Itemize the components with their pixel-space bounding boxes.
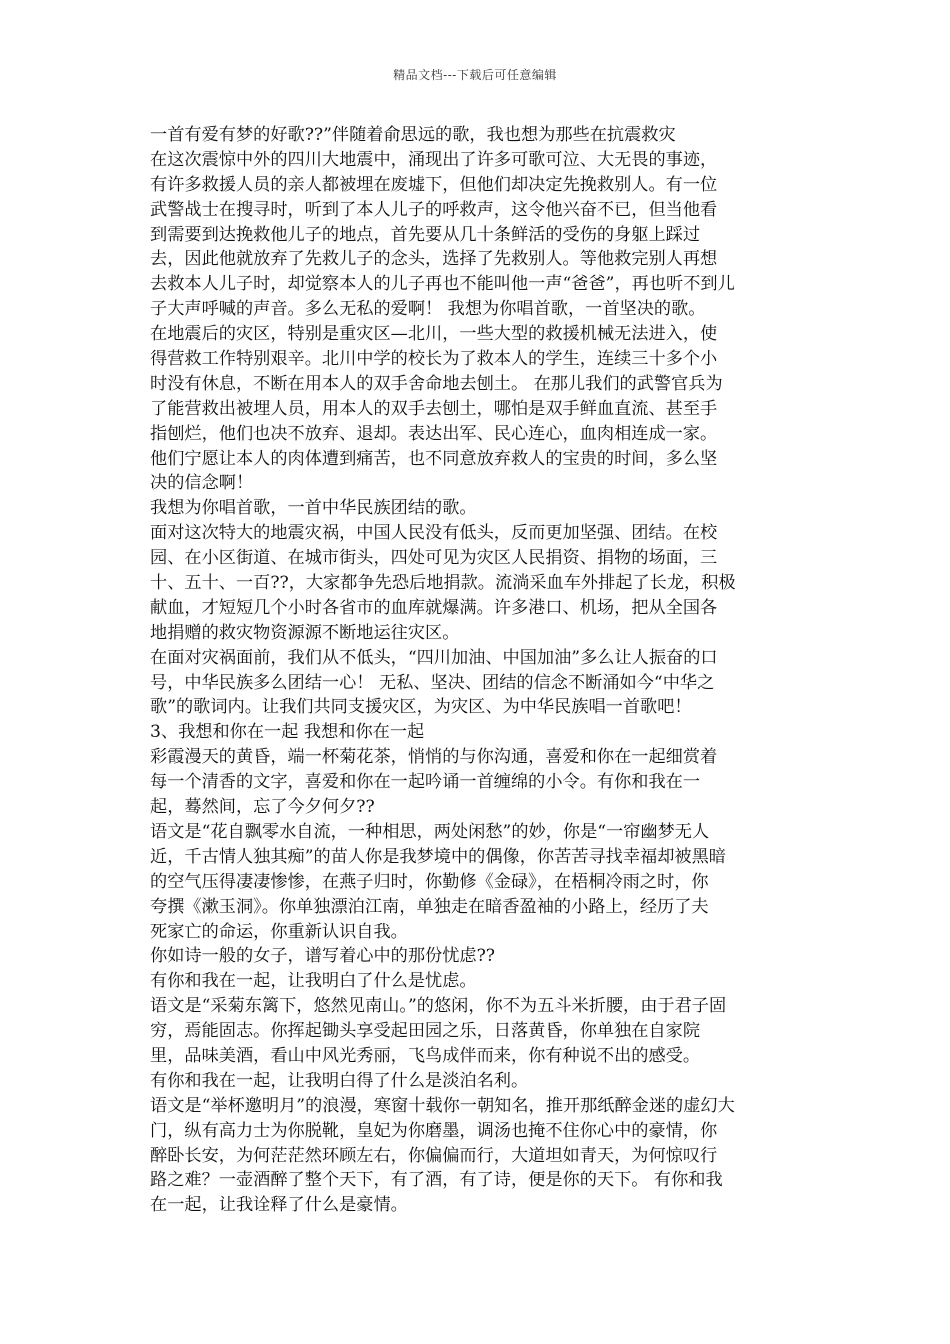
text-line: 决的信念啊！ [150,473,254,494]
text-line: 近，千古情人独其痴”的苗人你是我梦境中的偶像，你苦苦寻找幸福却被黑暗 [150,846,726,867]
text-line: 起，蓦然间，忘了今夕何夕?? [150,797,375,818]
text-line: 去救本人儿子时，却觉察本人的儿子再也不能叫他一声“爸爸”，再也听不到儿 [150,274,735,295]
text-line: 彩霞漫天的黄昏，端一杯菊花茶，悄悄的与你沟通，喜爱和你在一起细赏着 [150,747,718,768]
text-line: 在这次震惊中外的四川大地震中，涌现出了许多可歌可泣、大无畏的事迹， [150,149,718,170]
text-line: 每一个清香的文字，喜爱和你在一起吟诵一首缠绵的小令。有你和我在一 [150,772,701,793]
text-line: 地捐赠的救灾物资源源不断地运往灾区。 [150,622,460,643]
text-line: 有许多救援人员的亲人都被埋在废墟下，但他们却决定先挽救别人。有一位 [150,174,718,195]
text-line: 到需要到达挽救他儿子的地点，首先要从几十条鲜活的受伤的身躯上踩过 [150,224,701,245]
text-line: 语文是“采菊东篱下，悠然见南山。”的悠闲，你不为五斗米折腰，由于君子固 [150,996,727,1017]
text-line: 指刨烂，他们也决不放弃、退却。表达出军、民心连心，血肉相连成一家。 [150,423,718,444]
text-line: 了能营救出被埋人员，用本人的双手去刨土，哪怕是双手鲜血直流、甚至手 [150,398,718,419]
text-line: 他们宁愿让本人的肉体遭到痛苦，也不同意放弃救人的宝贵的时间，多么坚 [150,448,718,469]
text-line: 献血，才短短几个小时各省市的血库就爆满。许多港口、机场，把从全国各 [150,597,718,618]
text-line: 十、五十、一百??，大家都争先恐后地捐款。流淌采血车外排起了长龙，积极 [150,573,736,594]
text-line: 我想为你唱首歌，一首中华民族团结的歌。 [150,498,477,519]
text-line: 在一起，让我诠释了什么是豪情。 [150,1195,408,1216]
text-line: 去，因此他就放弃了先救儿子的念头，选择了先救别人。等他救完别人再想 [150,249,718,270]
text-line: 有你和我在一起，让我明白得了什么是淡泊名利。 [150,1070,529,1091]
text-line: 歌”的歌词内。让我们共同支援灾区，为灾区、为中华民族唱一首歌吧！ [150,697,692,718]
text-line: 语文是“举杯邀明月”的浪漫，寒窗十载你一朝知名，推开那纸醉金迷的虚幻大 [150,1095,735,1116]
text-line: 里，品味美酒，看山中风光秀丽，飞鸟成伴而来，你有种说不出的感受。 [150,1045,701,1066]
text-line: 号，中华民族多么团结一心！ 无私、坚决、团结的信念不断涌如今“中华之 [150,672,715,693]
text-line: 3、我想和你在一起 我想和你在一起 [150,722,425,743]
text-line: 武警战士在搜寻时，听到了本人儿子的呼救声，这令他兴奋不已，但当他看 [150,199,718,220]
text-line: 的空气压得凄凄惨惨，在燕子归时，你勤修《金碌》，在梧桐冷雨之时，你 [150,871,709,892]
text-line: 语文是“花自飘零水自流，一种相思，两处闲愁”的妙，你是“一帘幽梦无人 [150,821,710,842]
text-line: 时没有休息，不断在用本人的双手舍命地去刨土。 在那儿我们的武警官兵为 [150,373,723,394]
text-line: 一首有爱有梦的好歌??”伴随着俞思远的歌，我也想为那些在抗震救灾 [150,125,676,145]
text-line: 有你和我在一起，让我明白了什么是忧虑。 [150,971,477,992]
text-line: 醉卧长安，为何茫茫然环顾左右，你偏偏而行，大道坦如青天，为何惊叹行 [150,1145,718,1166]
text-line: 死家亡的命运，你重新认识自我。 [150,921,408,942]
text-line: 园、在小区街道、在城市街头，四处可见为灾区人民捐资、捐物的场面，三 [150,548,718,569]
text-line: 在面对灾祸面前，我们从不低头，“四川加油、中国加油”多么让人振奋的口 [150,647,718,668]
page-header: 精品文档---下载后可任意编辑 [393,68,557,82]
text-line: 子大声呼喊的声音。多么无私的爱啊！ 我想为你唱首歌，一首坚决的歌。 [150,299,706,320]
text-line: 在地震后的灾区，特别是重灾区—北川，一些大型的救援机械无法进入，使 [150,324,718,345]
document-body [150,123,810,1218]
text-line: 面对这次特大的地震灾祸，中国人民没有低头，反而更加坚强、团结。在校 [150,523,718,544]
text-line: 路之难？一壶酒醉了整个天下，有了酒，有了诗，便是你的天下。 有你和我 [150,1170,723,1191]
text-line: 夸撰《漱玉洞》。你单独漂泊江南，单独走在暗香盈袖的小路上，经历了夫 [150,896,709,917]
text-line: 门，纵有高力士为你脱靴，皇妃为你磨墨，调汤也掩不住你心中的豪情，你 [150,1120,718,1141]
text-line: 得营救工作特别艰辛。北川中学的校长为了救本人的学生，连续三十多个小 [150,349,718,370]
text-line: 你如诗一般的女子，谱写着心中的那份忧虑?? [150,946,495,967]
text-line: 穷，焉能固志。你挥起锄头享受起田园之乐，日落黄昏，你单独在自家院 [150,1021,701,1042]
